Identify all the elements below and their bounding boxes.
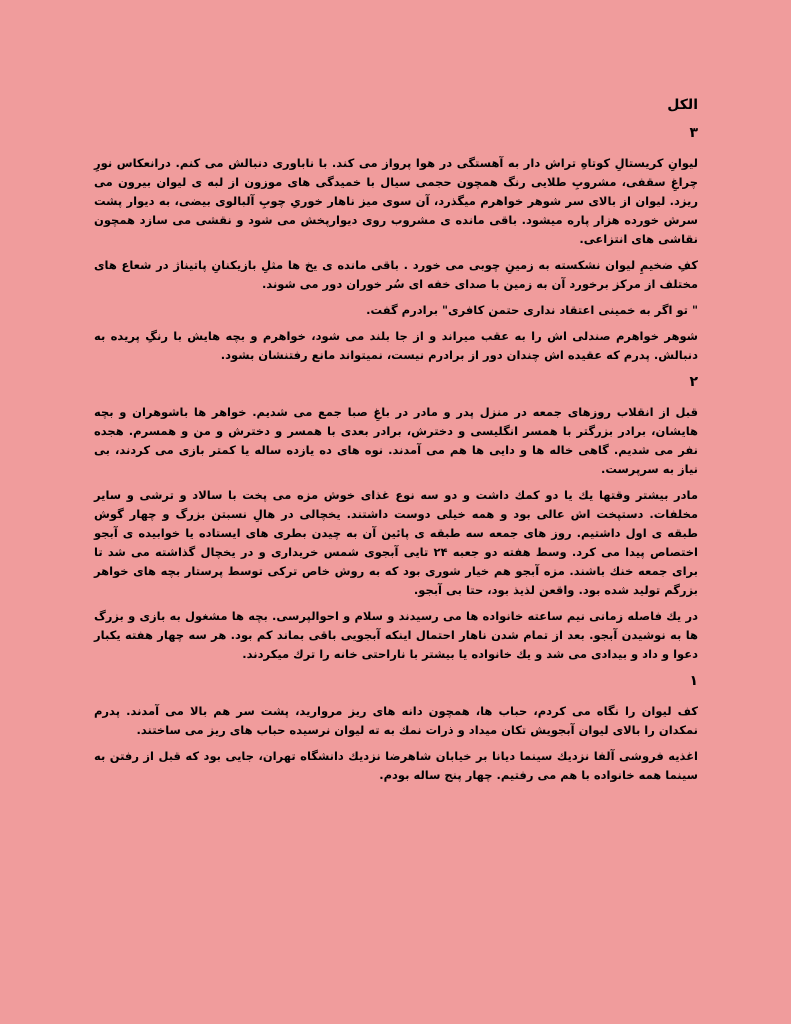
paragraph: قبل از انقلاب روزهای جمعه در منزل پدر و مادر در باغِ صبا جمع می شدیم. خواهر ها باشوهران و بچه هایشان، برادر بزرگتر با همسر انگلیسی و دخترش، برادر بعدی با همسر و دخترش و من و همسرم. هجده نفر می شدیم. گاهی خاله ها و دایی ها هم می آمدند. نوه های ده یازده ساله یا کمتر بازی می کردند، بی نیاز به سرپرست. xyxy=(94,405,698,476)
paragraph: شوهر خواهرم صندلی اش را به عقب میراند و از جا بلند می شود، خواهرم و بچه هایش با رنگِ پریده به دنبالش. پدرم که عقیده اش چندان دور از برادرم نیست، نمیتواند مانع رفتنشان بشود. xyxy=(94,329,698,362)
paragraph: مادر بیشتر وقتها یك یا دو كمك داشت و دو سه نوع غذای خوش مزه می پخت با سالاد و ترشی و سایر مخلفات. دستپخت اش عالی بود و همه خیلی دوست داشتند. یخچالی در هالِ نسبتن بزرگ و چهار گوش طبقه ی اول داشتیم. روز های جمعه سه طبقه ی پائین آن به چیدن بطری های ایستاده یا خوابیده ی آبجو اختصاص پیدا می كرد. وسط هفته دو جعبه ۲۴ تایی آبجوی شمس خریداری و در یخچال گذاشته می شد تا برای جمعه خنك باشند. مزه آبجو هم خیار شوری بود كه به روش خاص تركی توسط پرستار بچه های خواهر بزرگم تولید شده بود. واقعن لذیذ بود، حتا بی آبجو. xyxy=(94,488,698,597)
paragraph: کفِ ضخیمِ لیوان نشکسته به زمینِ چوبی می خورد . باقی مانده ی یخ ها مثلِ بازیکنانِ پاتیناژ در شعاع های مختلف از مرکز برخورد آن به زمین با صدای خفه ای سُر خوران دور می شوند. xyxy=(94,258,698,291)
paragraph: در یك فاصله زمانی نیم ساعته خانواده ها می رسیدند و سلام و احوالپرسی. بچه ها مشغول به بازی و بزرگ ها به نوشیدن آبجو. بعد از تمام شدن ناهار احتمال اینكه آبجویی باقی بماند كم بود. هر سه چهار هفته یكبار دعوا و داد و بیدادی می شد و یك خانواده یا بیشتر با ناراحتی خانه را ترك میكردند. xyxy=(94,609,698,661)
section-number: ۱ xyxy=(689,673,698,689)
paragraph: " تو اگر به خمینی اعتقاد نداری حتمن کافری" برادرم گفت. xyxy=(366,303,698,317)
section-number: ۳ xyxy=(689,125,698,141)
paragraph: لیوانِ کریستالِ کوتاهِ تراش دار به آهستگی در هوا پرواز می کند. با ناباوری دنبالش می کنم. درانعکاس نورِ چراغِ سقفی، مشروبِ طلایی رنگ همچون حجمی سیال با خمیدگی های موزون از لبه ی لیوان بیرون می ریزد. لیوان از بالای سر شوهر خواهرم میگذرد، آن سوی میز ناهار خوریِ چوبِ آلبالوی بیضی، به دیوار پشت سرش خورده هزار پاره میشود. باقی مانده ی مشروب روی دیوارپخش می شود و نقشی می سازد همچون نقاشی های انتزاعی. xyxy=(94,156,698,246)
paragraph: كف لیوان را نگاه می كردم، حباب ها، همچون دانه های ریز مروارید، پشت سر هم بالا می آمدند. پدرم نمكدان را بالای لیوان آبجویش تكان میداد و ذرات نمك به ته لیوان نرسیده حباب های ریز می ساختند. xyxy=(94,704,698,737)
section-1 xyxy=(94,672,698,785)
section-number: ۲ xyxy=(689,374,698,390)
paragraph: اغذیه فروشی آلفا نزدیك سینما دیانا بر خیابان شاهرضا نزدیك دانشگاه تهران، جایی بود كه قبل از رفتن به سینما همه خانواده با هم می رفتیم. چهار پنج ساله بودم. xyxy=(94,749,698,782)
document-title: الکل xyxy=(667,97,698,113)
section-2 xyxy=(94,373,698,664)
section-3 xyxy=(94,124,698,365)
